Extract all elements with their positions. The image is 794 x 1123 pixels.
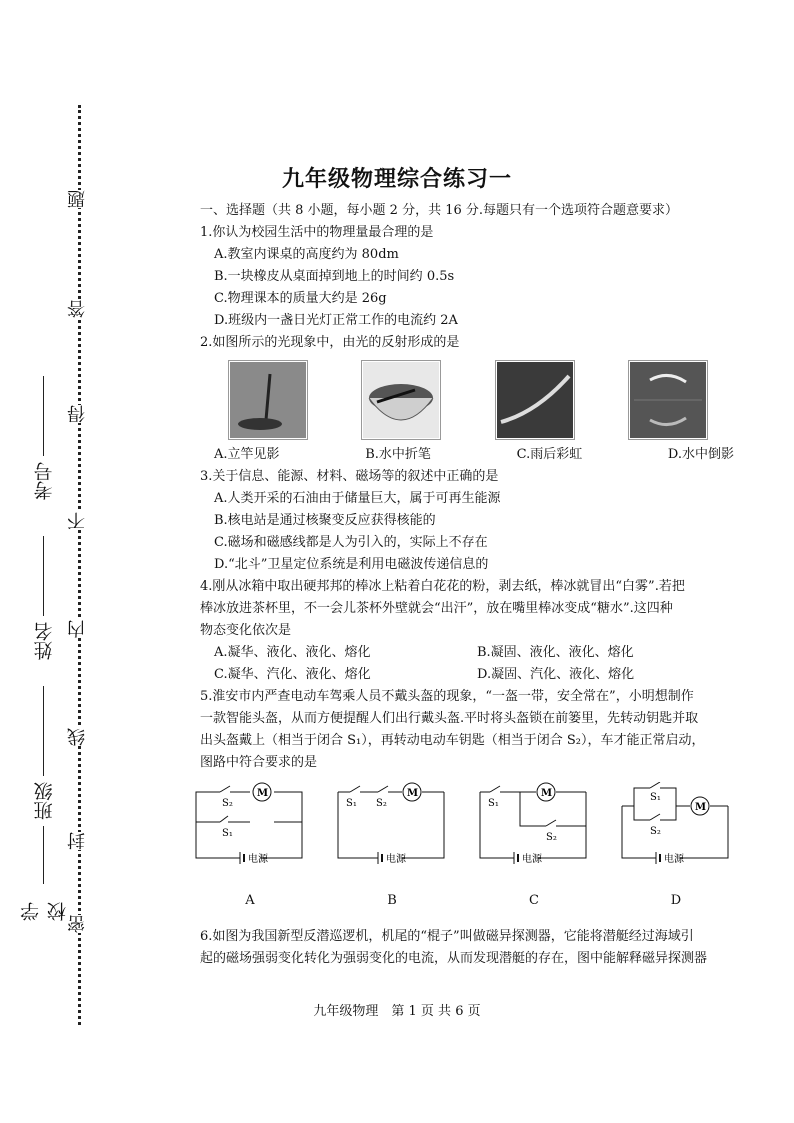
circuit-label: A (245, 893, 255, 908)
question-3-option: B.核电站是通过核聚变反应获得核能的 (214, 513, 436, 528)
reflection-image (628, 360, 708, 440)
question-2-stem: 2.如图所示的光现象中，由光的反射形成的是 (200, 335, 460, 350)
switch-s1-label: S₁ (488, 798, 499, 809)
question-1-option: D.班级内一盏日光灯正常工作的电流约 2A (214, 313, 458, 328)
switch-s1-label: S₁ (222, 828, 233, 839)
question-4-stem: 4.刚从冰箱中取出硬邦邦的棒冰上粘着白花花的粉，剥去纸，棒冰就冒出“白雾”.若把 (200, 579, 685, 594)
question-4-option: D.凝固、汽化、液化、熔化 (477, 667, 635, 682)
circuit-a (190, 782, 310, 912)
pencil-in-water-image (361, 360, 441, 440)
power-label: 电源 (248, 854, 268, 865)
exam-number-label: 考号 (33, 462, 56, 500)
bowl-pencil-icon (363, 362, 439, 438)
motor-label: M (257, 788, 269, 799)
name-label: 姓名 (33, 622, 56, 660)
seal-char: 线 (67, 728, 88, 746)
page-title: 九年级物理综合练习一 (281, 166, 512, 192)
circuit-c-diagram (474, 782, 594, 882)
question-4-option: B.凝固、液化、液化、熔化 (477, 645, 634, 660)
question-5-circuits (190, 782, 736, 912)
question-2-option: A.立竿见影 (214, 447, 280, 462)
circuit-d-diagram (616, 782, 736, 882)
question-4-stem: 物态变化依次是 (200, 623, 292, 638)
seal-char: 密 (67, 915, 88, 933)
question-2-option: C.雨后彩虹 (516, 447, 583, 462)
seal-char: 题 (67, 190, 88, 208)
rainbow-icon (497, 362, 573, 438)
class-blank[interactable] (44, 686, 45, 776)
circuit-label: C (529, 893, 539, 908)
question-5-stem: 出头盔戴上（相当于闭合 S₁），再转动电动车钥匙（相当于闭合 S₂），车才能正常启动， (200, 733, 705, 748)
power-label: 电源 (386, 854, 406, 865)
question-3-stem: 3.关于信息、能源、材料、磁场等的叙述中正确的是 (200, 469, 499, 484)
question-4-options-row (200, 664, 740, 686)
question-3-option: C.磁场和磁感线都是人为引入的，实际上不存在 (214, 535, 488, 550)
question-2-pictures (228, 360, 708, 440)
pole-shadow-icon (230, 362, 306, 438)
question-4-options-row (200, 642, 740, 664)
question-5-stem: 5.淮安市内严查电动车驾乘人员不戴头盔的现象，“一盔一带，安全常在”，小明想制作 (200, 689, 694, 704)
circuit-label: B (387, 893, 397, 908)
class-label: 班级 (33, 782, 56, 820)
question-5-stem: 图路中符合要求的是 (200, 755, 318, 770)
question-1-option: C.物理课本的质量大约是 26g (214, 291, 387, 306)
exam-number-field[interactable] (26, 370, 62, 500)
switch-s2-label: S₂ (376, 798, 387, 809)
question-2-option: B.水中折笔 (365, 447, 431, 462)
school-label: 学校 (20, 902, 69, 921)
name-field[interactable] (26, 530, 62, 660)
switch-s1-label: S₁ (650, 792, 661, 803)
school-blank[interactable] (44, 826, 45, 884)
switch-s1-label: S₁ (346, 798, 357, 809)
circuit-a-diagram (190, 782, 310, 882)
exam-number-blank[interactable] (44, 376, 45, 456)
question-4-option: A.凝华、液化、液化、熔化 (214, 645, 371, 660)
circuit-c (474, 782, 594, 912)
switch-s2-label: S₂ (650, 826, 661, 837)
switch-s2-label: S₂ (222, 798, 233, 809)
power-label: 电源 (522, 854, 542, 865)
motor-label: M (695, 802, 707, 813)
school-field[interactable] (20, 820, 69, 921)
name-blank[interactable] (44, 536, 45, 616)
question-2-option: D.水中倒影 (667, 447, 734, 462)
question-3-option: A.人类开采的石油由于储量巨大，属于可再生能源 (214, 491, 501, 506)
seal-char: 封 (67, 832, 88, 850)
pole-shadow-image (228, 360, 308, 440)
student-info-column (20, 260, 69, 921)
motor-label: M (407, 788, 419, 799)
switch-s2-label: S₂ (546, 832, 557, 843)
rainbow-image (495, 360, 575, 440)
question-2-options (214, 444, 734, 466)
section-heading: 一、选择题（共 8 小题，每小题 2 分，共 16 分.每题只有一个选项符合题意要求） (200, 203, 679, 218)
circuit-b (332, 782, 452, 912)
circuit-b-diagram (332, 782, 452, 882)
bird-reflection-icon (630, 362, 706, 438)
circuit-d (616, 782, 736, 912)
seal-char: 内 (67, 620, 88, 638)
motor-label: M (541, 788, 553, 799)
power-label: 电源 (664, 854, 684, 865)
question-5-stem: 一款智能头盔，从而方便提醒人们出行戴头盔.平时将头盔锁在前篓里，先转动钥匙并取 (200, 711, 699, 726)
question-3-option: D.“北斗”卫星定位系统是利用电磁波传递信息的 (214, 557, 489, 572)
questions (200, 200, 740, 970)
circuit-label: D (670, 893, 682, 908)
class-field[interactable] (26, 680, 62, 820)
seal-char: 得 (67, 405, 88, 423)
seal-char: 不 (67, 512, 88, 530)
page-footer: 九年级物理 第 1 页 共 6 页 (313, 1004, 481, 1019)
question-1-stem: 1.你认为校园生活中的物理量最合理的是 (200, 225, 434, 240)
seal-char: 答 (67, 300, 88, 318)
question-4-option: C.凝华、汽化、液化、熔化 (214, 667, 371, 682)
question-4-stem: 棒冰放进茶杯里，不一会儿茶杯外壁就会“出汗”，放在嘴里棒冰变成“糖水”.这四种 (200, 601, 673, 616)
question-6-stem: 起的磁场强弱变化转化为强弱变化的电流，从而发现潜艇的存在，图中能解释磁异探测器 (200, 951, 708, 966)
question-1-option: A.教室内课桌的高度约为 80dm (214, 247, 399, 262)
question-1-option: B.一块橡皮从桌面掉到地上的时间约 0.5s (214, 269, 455, 284)
question-6-stem: 6.如图为我国新型反潜巡逻机，机尾的“棍子”叫做磁异探测器，它能将潜艇经过海域引 (200, 929, 694, 944)
seal-dotted-line (78, 105, 81, 1025)
